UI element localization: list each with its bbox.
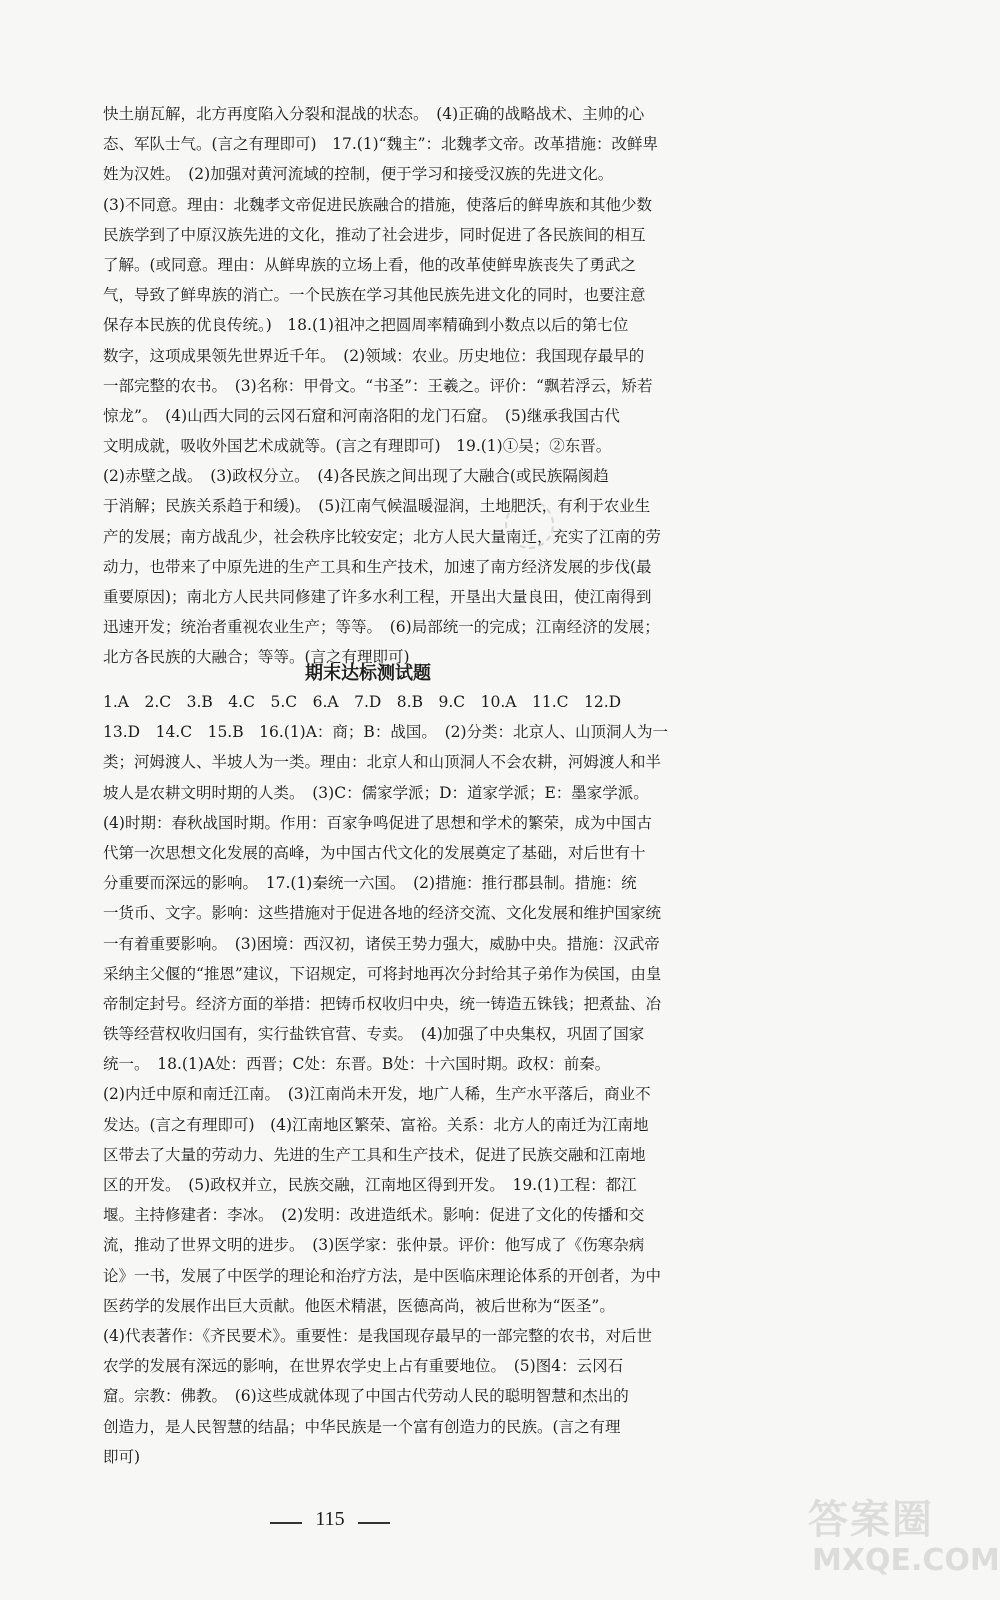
text-line: 窟。宗教：佛教。 (6)这些成就体现了中国古代劳动人民的聪明智慧和杰出的 — [103, 1387, 629, 1406]
text-line: 论》一书，发展了中医学的理论和治疗方法，是中医临床理论体系的开创者，为中 — [103, 1266, 662, 1285]
text-line: 态、军队士气。(言之有理即可) 17.(1)“魏主”：北魏孝文帝。改革措施：改鲜卑 — [103, 135, 659, 154]
text-line: 迅速开发；统治者重视农业生产；等等。 (6)局部统一的完成；江南经济的发展； — [103, 618, 660, 637]
text-line: 创造力，是人民智慧的结晶；中华民族是一个富有创造力的民族。(言之有理 — [103, 1417, 621, 1436]
text-line: 产的发展；南方战乱少，社会秩序比较安定；北方人民大量南迁，充实了江南的劳 — [103, 527, 662, 546]
watermark-cn-text: 答案圈 — [808, 1497, 934, 1543]
text-line: 文明成就，吸收外国艺术成就等。(言之有理即可) 19.(1)①吴；②东晋。 — [103, 437, 612, 456]
text-line: 区带去了大量的劳动力、先进的生产工具和生产技术，促进了民族交融和江南地 — [103, 1145, 646, 1164]
text-line: 发达。(言之有理即可) (4)江南地区繁荣、富裕。关系：北方人的南迁为江南地 — [103, 1115, 649, 1134]
text-line: 姓为汉姓。 (2)加强对黄河流域的控制，便于学习和接受汉族的先进文化。 — [103, 165, 614, 184]
text-line: (2)内迁中原和南迁江南。 (3)江南尚未开发，地广人稀，生产水平落后，商业不 — [103, 1085, 651, 1104]
watermark-logo — [808, 1488, 1000, 1578]
text-line: 帝制定封号。经济方面的举措：把铸币权收归中央，统一铸造五铢钱；把煮盐、冶 — [103, 994, 662, 1013]
text-line: 统一。 18.(1)A处：西晋；C处：东晋。B处：十六国时期。政权：前秦。 — [103, 1055, 611, 1074]
text-line: 铁等经营权收归国有，实行盐铁官营、专卖。 (4)加强了中央集权，巩固了国家 — [103, 1025, 645, 1044]
text-line: 采纳主父偃的“推恩”建议，下诏规定，可将封地再次分封给其子弟作为侯国，由皇 — [103, 964, 662, 983]
text-line: 一货币、文字。影响：这些措施对于促进各地的经济交流、文化发展和维护国家统 — [103, 904, 662, 923]
watermark-en-text: MXQE.COM — [812, 1543, 1000, 1578]
text-line: 区的开发。 (5)政权并立，民族交融，江南地区得到开发。 19.(1)工程：都江 — [103, 1176, 637, 1194]
text-line: 坡人是农耕文明时期的人类。 (3)C：儒家学派；D：道家学派；E：墨家学派。 — [103, 783, 649, 802]
text-line: 北方各民族的大融合；等等。(言之有理即可) — [103, 648, 410, 667]
text-line: 一部完整的农书。 (3)名称：甲骨文。“书圣”：王羲之。评价：“飘若浮云，矫若 — [103, 376, 653, 395]
text-line: 分重要而深远的影响。 17.(1)秦统一六国。 (2)措施：推行郡县制。措施：统 — [103, 874, 637, 893]
text-line: (4)代表著作：《齐民要术》。重要性：是我国现存最早的一部完整的农书，对后世 — [103, 1326, 652, 1345]
text-line: 1.A 2.C 3.B 4.C 5.C 6.A 7.D 8.B 9.C 10.A 11.C 12.D — [103, 693, 622, 711]
text-line: 了解。(或同意。理由：从鲜卑族的立场上看，他的改革使鲜卑族丧失了勇武之 — [103, 255, 637, 274]
text-line: 数字，这项成果领先世界近千年。 (2)领域：农业。历史地位：我国现存最早的 — [103, 346, 645, 365]
text-line: 13.D 14.C 15.B 16.(1)A：商；B：战国。 (2)分类：北京人、山顶洞人为一 — [103, 723, 669, 742]
text-line: (4)时期：春秋战国时期。作用：百家争鸣促进了思想和学术的繁荣，成为中国古 — [103, 813, 652, 832]
text-line: 民族学到了中原汉族先进的文化，推动了社会进步，同时促进了各民族间的相互 — [103, 225, 646, 244]
text-line: (2)赤壁之战。 (3)政权分立。 (4)各民族之间出现了大融合(或民族隔阂趋 — [103, 467, 609, 486]
text-line: 快土崩瓦解，北方再度陷入分裂和混战的状态。 (4)正确的战略战术、主帅的心 — [103, 105, 645, 123]
text-line: 农学的发展有深远的影响，在世界农学史上占有重要地位。 (5)图4：云冈石 — [103, 1357, 624, 1376]
section-heading: 期末达标测试题 — [305, 663, 431, 684]
text-line: 医药学的发展作出巨大贡献。他医术精湛，医德高尚，被后世称为“医圣”。 — [103, 1296, 615, 1315]
text-line: 动力，也带来了中原先进的生产工具和生产技术，加速了南方经济发展的步伐(最 — [103, 557, 652, 576]
page-number: 115 — [270, 1508, 390, 1531]
answer-text-block-2 — [103, 687, 669, 1472]
text-line: 流，推动了世界文明的进步。 (3)医学家：张仲景。评价：他写成了《伤寒杂病 — [103, 1236, 645, 1255]
text-line: 惊龙”。 (4)山西大同的云冈石窟和河南洛阳的龙门石窟。 (5)继承我国古代 — [103, 406, 620, 425]
text-line: 于消解；民族关系趋于和缓)。 (5)江南气候温暖湿润，土地肥沃，有利于农业生 — [103, 497, 651, 516]
text-line: 气，导致了鲜卑族的消亡。一个民族在学习其他民族先进文化的同时，也要注意 — [103, 286, 646, 305]
text-line: 重要原因)；南北方人民共同修建了许多水利工程，开垦出大量良田，使江南得到 — [103, 588, 652, 606]
text-line: 堰。主持修建者：李冰。 (2)发明：改进造纸术。影响：促进了文化的传播和交 — [103, 1206, 645, 1225]
text-line: 保存本民族的优良传统。) 18.(1)祖冲之把圆周率精确到小数点以后的第七位 — [103, 316, 629, 335]
text-line: 一有着重要影响。 (3)困境：西汉初，诸侯王势力强大，威胁中央。措施：汉武帝 — [103, 934, 660, 953]
text-line: 代第一次思想文化发展的高峰，为中国古代文化的发展奠定了基础，对后世有十 — [103, 843, 646, 862]
faint-stamp-mark — [505, 500, 554, 549]
text-line: 类；河姆渡人、半坡人为一类。理由：北京人和山顶洞人不会农耕，河姆渡人和半 — [103, 753, 662, 772]
text-line: 即可) — [103, 1447, 141, 1466]
answer-text-block-1 — [103, 99, 662, 673]
text-line: (3)不同意。理由：北魏孝文帝促进民族融合的措施，使落后的鲜卑族和其他少数 — [103, 195, 652, 214]
